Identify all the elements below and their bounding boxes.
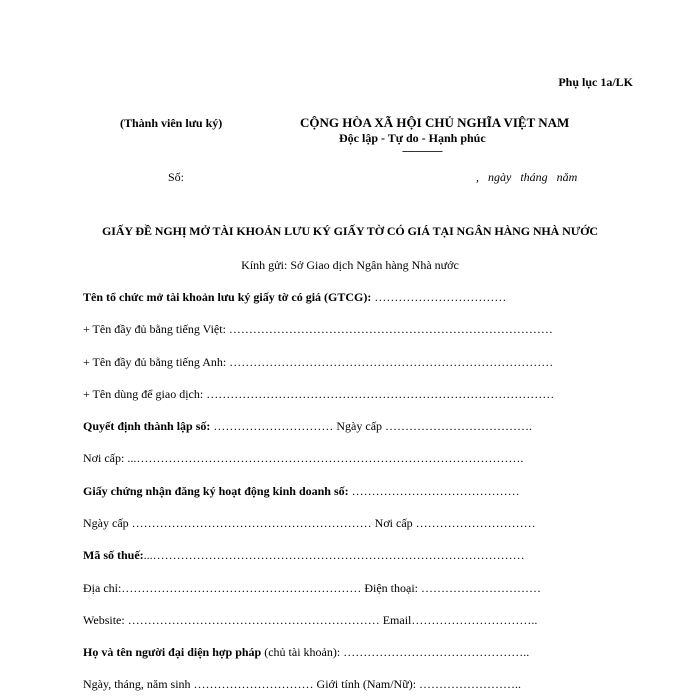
form-line-tax-code <box>83 548 525 563</box>
field-label: + Tên đầy đủ bằng tiếng Anh: <box>83 355 230 369</box>
form-line-birth-gender <box>83 677 521 692</box>
field-blank: …………………………………………………………………………… <box>206 387 555 401</box>
form-line-name-vi <box>83 322 553 337</box>
form-line-legal-representative <box>83 645 529 660</box>
field-label: Giấy chứng nhận đăng ký hoạt động kinh doanh số: <box>83 484 349 498</box>
national-title: CỘNG HÒA XÃ HỘI CHỦ NGHĨA VIỆT NAM <box>300 115 570 130</box>
field-blank: …………………………………… <box>348 484 520 498</box>
field-blank: ...……………………………………………………………………………………. <box>127 451 524 465</box>
form-line-org-name <box>83 290 506 305</box>
field-label: Họ và tên người đại diện hợp pháp <box>83 645 262 659</box>
field-label: Mã số thuế: <box>83 548 144 562</box>
field-blank: (chủ tài khoản): ……………………………………….. <box>261 645 530 659</box>
date-line: , ngày tháng năm <box>476 170 578 184</box>
field-label: Quyết định thành lập số: <box>83 419 211 433</box>
field-label: Nơi cấp: <box>83 451 128 465</box>
field-blank: ...………………………………………………………………………………… <box>143 548 525 562</box>
field-blank: …………………………………………………… Nơi cấp ………………………… <box>131 516 536 530</box>
separator-line: --------------- <box>402 145 442 157</box>
field-blank: ……………………………………………………………………… <box>229 355 554 369</box>
form-line-business-registration <box>83 484 520 499</box>
field-blank: ………………………… Giới tính (Nam/Nữ): …………………….. <box>193 677 522 691</box>
form-line-establishment-decision <box>83 419 532 434</box>
number-label: Số: <box>168 170 185 184</box>
form-line-name-en <box>83 355 553 370</box>
national-motto: Độc lập - Tự do - Hạnh phúc <box>339 131 486 145</box>
field-blank: ……………………………………………………… Email………………………….. <box>127 613 538 627</box>
form-line-issue-date-place <box>83 516 536 531</box>
form-line-address-phone <box>83 581 541 596</box>
field-blank: ……………………………………………………………………… <box>228 322 553 336</box>
field-label: Website: <box>83 613 128 627</box>
field-blank: …………………………… <box>371 290 507 304</box>
form-line-website-email <box>83 613 537 628</box>
document-title: GIẤY ĐỀ NGHỊ MỞ TÀI KHOẢN LƯU KÝ GIẤY TỜ CÓ GIÁ TẠI NGÂN HÀNG NHÀ NƯỚC <box>102 224 598 238</box>
field-label: Ngày, tháng, năm sinh <box>83 677 194 691</box>
field-label: Địa chỉ: <box>83 581 122 595</box>
form-line-issued-place <box>83 451 523 466</box>
field-label: + Tên dùng để giao dịch: <box>83 387 207 401</box>
field-label: Ngày cấp <box>83 516 132 530</box>
form-line-trade-name <box>83 387 554 402</box>
field-label: Tên tổ chức mở tài khoản lưu ký giấy tờ có giá (GTCG): <box>83 290 372 304</box>
field-blank: ………………………… Ngày cấp ………………………………. <box>210 419 533 433</box>
recipient-line: Kính gửi: Sở Giao dịch Ngân hàng Nhà nước <box>241 258 459 272</box>
member-label: (Thành viên lưu ký) <box>120 116 223 130</box>
field-label: + Tên đầy đủ bằng tiếng Việt: <box>83 322 229 336</box>
field-blank: …………………………………………………… Điện thoại: ………………………… <box>121 581 541 595</box>
appendix-label: Phụ lục 1a/LK <box>558 75 633 89</box>
